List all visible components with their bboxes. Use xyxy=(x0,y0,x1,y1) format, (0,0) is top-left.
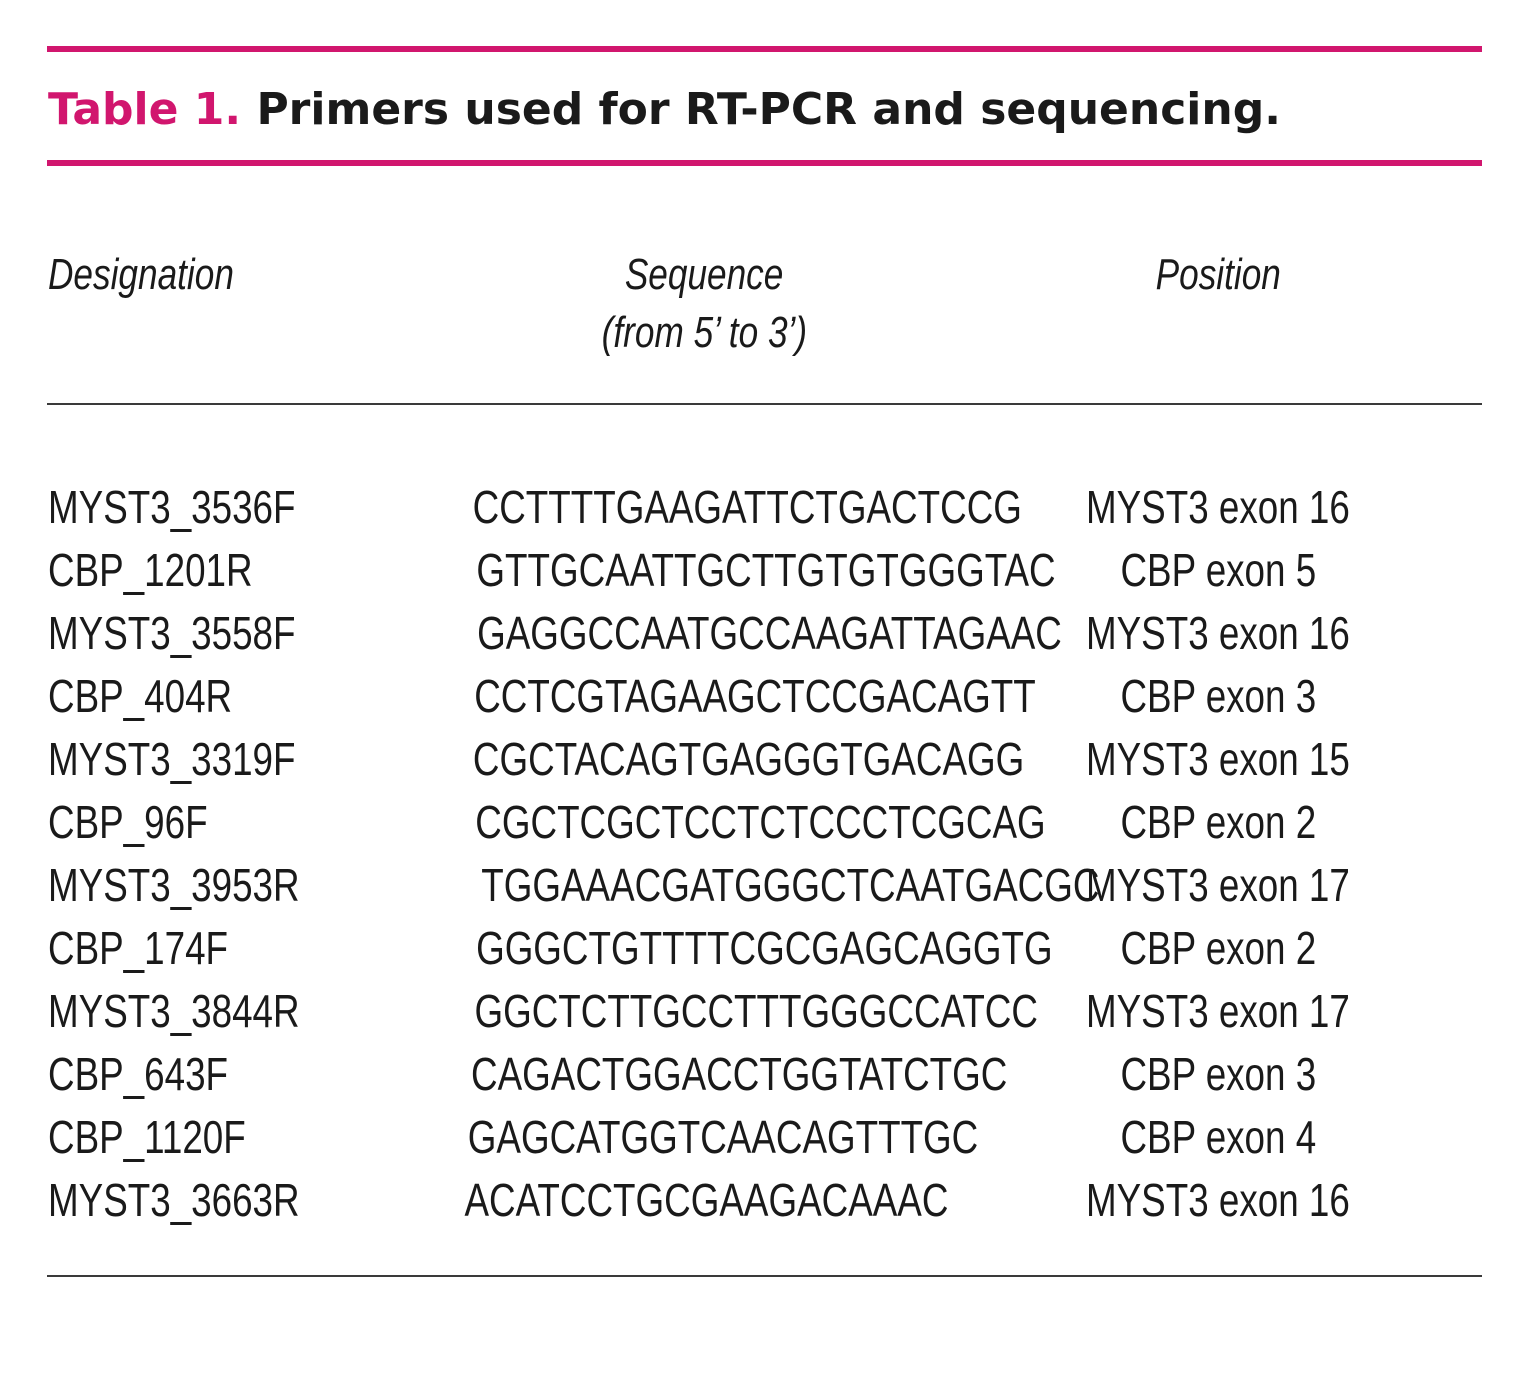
cell-designation xyxy=(48,1169,363,1232)
column-header-designation-label: Designation xyxy=(48,250,234,299)
table-caption xyxy=(48,84,1281,136)
cell-position xyxy=(1018,1043,1418,1106)
table-row xyxy=(0,917,1530,980)
cell-position-text: MYST3 exon 16 xyxy=(1086,1174,1350,1226)
cell-sequence-text: GGCTCTTGCCTTTGGGCCATCC xyxy=(474,985,1038,1037)
cell-designation xyxy=(48,1043,273,1106)
cell-position-text: MYST3 exon 15 xyxy=(1086,733,1350,785)
cell-sequence-text: CAGACTGGACCTGGTATCTGC xyxy=(471,1048,1008,1100)
cell-sequence xyxy=(404,728,1025,791)
cell-designation xyxy=(48,728,357,791)
cell-sequence xyxy=(404,602,1062,665)
cell-sequence xyxy=(404,917,1053,980)
cell-sequence xyxy=(404,1043,1008,1106)
cell-designation-text: MYST3_3844R xyxy=(48,985,300,1037)
cell-position-text: MYST3 exon 16 xyxy=(1086,481,1350,533)
cell-designation-text: CBP_96F xyxy=(48,796,208,848)
cell-position xyxy=(1018,728,1418,791)
cell-designation xyxy=(48,791,247,854)
cell-designation xyxy=(48,917,273,980)
cell-sequence-text: GAGCATGGTCAACAGTTTGC xyxy=(467,1111,979,1163)
header-rule xyxy=(47,403,1482,405)
cell-position-text: MYST3 exon 17 xyxy=(1086,859,1350,911)
cell-position xyxy=(1018,665,1418,728)
cell-sequence xyxy=(404,980,1038,1043)
cell-designation-text: CBP_643F xyxy=(48,1048,229,1100)
table-label: Table 1. xyxy=(48,84,242,135)
column-header-position-label: Position xyxy=(1155,250,1281,299)
cell-designation-text: CBP_174F xyxy=(48,922,229,974)
title-top-rule xyxy=(47,46,1482,52)
cell-position-text: MYST3 exon 16 xyxy=(1086,607,1350,659)
cell-sequence xyxy=(404,1106,1004,1169)
cell-designation xyxy=(48,539,304,602)
cell-sequence-text: CGCTACAGTGAGGGTGACAGG xyxy=(472,733,1025,785)
column-header-designation xyxy=(48,246,280,304)
cell-designation-text: CBP_404R xyxy=(48,670,233,722)
cell-sequence-text: TGGAAACGATGGGCTCAATGACGC xyxy=(481,859,1100,911)
cell-designation xyxy=(48,602,357,665)
table-body xyxy=(0,476,1530,1232)
cell-sequence xyxy=(404,665,1036,728)
cell-position-text: MYST3 exon 17 xyxy=(1086,985,1350,1037)
cell-position-text: CBP exon 4 xyxy=(1120,1111,1316,1163)
cell-position xyxy=(1018,854,1418,917)
cell-designation-text: MYST3_3319F xyxy=(48,733,296,785)
cell-sequence-text: ACATCCTGCGAAGACAAAC xyxy=(464,1174,949,1226)
cell-sequence-text: GAGGCCAATGCCAAGATTAGAAC xyxy=(477,607,1062,659)
cell-sequence xyxy=(404,1169,1004,1232)
cell-position xyxy=(1018,791,1418,854)
cell-designation xyxy=(48,1106,295,1169)
cell-designation-text: MYST3_3953R xyxy=(48,859,300,911)
cell-designation xyxy=(48,980,363,1043)
table-row xyxy=(0,728,1530,791)
column-header-position xyxy=(1018,246,1418,304)
cell-sequence-text: CCTTTTGAAGATTCTGACTCCG xyxy=(472,481,1022,533)
cell-position xyxy=(1018,980,1418,1043)
cell-designation xyxy=(48,665,278,728)
cell-designation xyxy=(48,476,357,539)
cell-position xyxy=(1018,917,1418,980)
table-row xyxy=(0,791,1530,854)
table-row xyxy=(0,980,1530,1043)
cell-designation-text: MYST3_3558F xyxy=(48,607,296,659)
table-row xyxy=(0,1169,1530,1232)
cell-designation-text: CBP_1120F xyxy=(48,1111,246,1163)
cell-sequence-text: GGGCTGTTTTCGCGAGCAGGTG xyxy=(476,922,1053,974)
table-row xyxy=(0,539,1530,602)
cell-designation-text: MYST3_3536F xyxy=(48,481,296,533)
cell-sequence xyxy=(404,476,1022,539)
table-row xyxy=(0,665,1530,728)
table-row xyxy=(0,1106,1530,1169)
cell-sequence xyxy=(404,854,1100,917)
cell-position xyxy=(1018,1169,1418,1232)
cell-sequence-text: GTTGCAATTGCTTGTGTGGGTAC xyxy=(476,544,1056,596)
cell-position-text: CBP exon 5 xyxy=(1120,544,1316,596)
cell-position xyxy=(1018,539,1418,602)
cell-position-text: CBP exon 3 xyxy=(1120,1048,1316,1100)
table-row xyxy=(0,1043,1530,1106)
title-bottom-rule xyxy=(47,160,1482,166)
cell-sequence xyxy=(404,791,1046,854)
cell-sequence-text: CGCTCGCTCCTCTCCCTCGCAG xyxy=(475,796,1046,848)
cell-position xyxy=(1018,476,1418,539)
table-title: Primers used for RT-PCR and sequencing. xyxy=(256,84,1281,135)
column-header-sequence-label: Sequence xyxy=(624,250,784,299)
cell-sequence xyxy=(404,539,1056,602)
table-bottom-rule xyxy=(47,1275,1482,1277)
cell-designation-text: CBP_1201R xyxy=(48,544,253,596)
cell-position-text: CBP exon 3 xyxy=(1120,670,1316,722)
table-row xyxy=(0,476,1530,539)
cell-position xyxy=(1018,1106,1418,1169)
cell-position-text: CBP exon 2 xyxy=(1120,922,1316,974)
cell-sequence-text: CCTCGTAGAAGCTCCGACAGTT xyxy=(474,670,1036,722)
cell-designation-text: MYST3_3663R xyxy=(48,1174,300,1226)
table-row xyxy=(0,602,1530,665)
cell-position xyxy=(1018,602,1418,665)
column-header-sequence-sublabel: (from 5’ to 3’) xyxy=(601,308,807,357)
cell-designation xyxy=(48,854,363,917)
cell-position-text: CBP exon 2 xyxy=(1120,796,1316,848)
table-row xyxy=(0,854,1530,917)
column-header-sequence xyxy=(404,246,1004,362)
